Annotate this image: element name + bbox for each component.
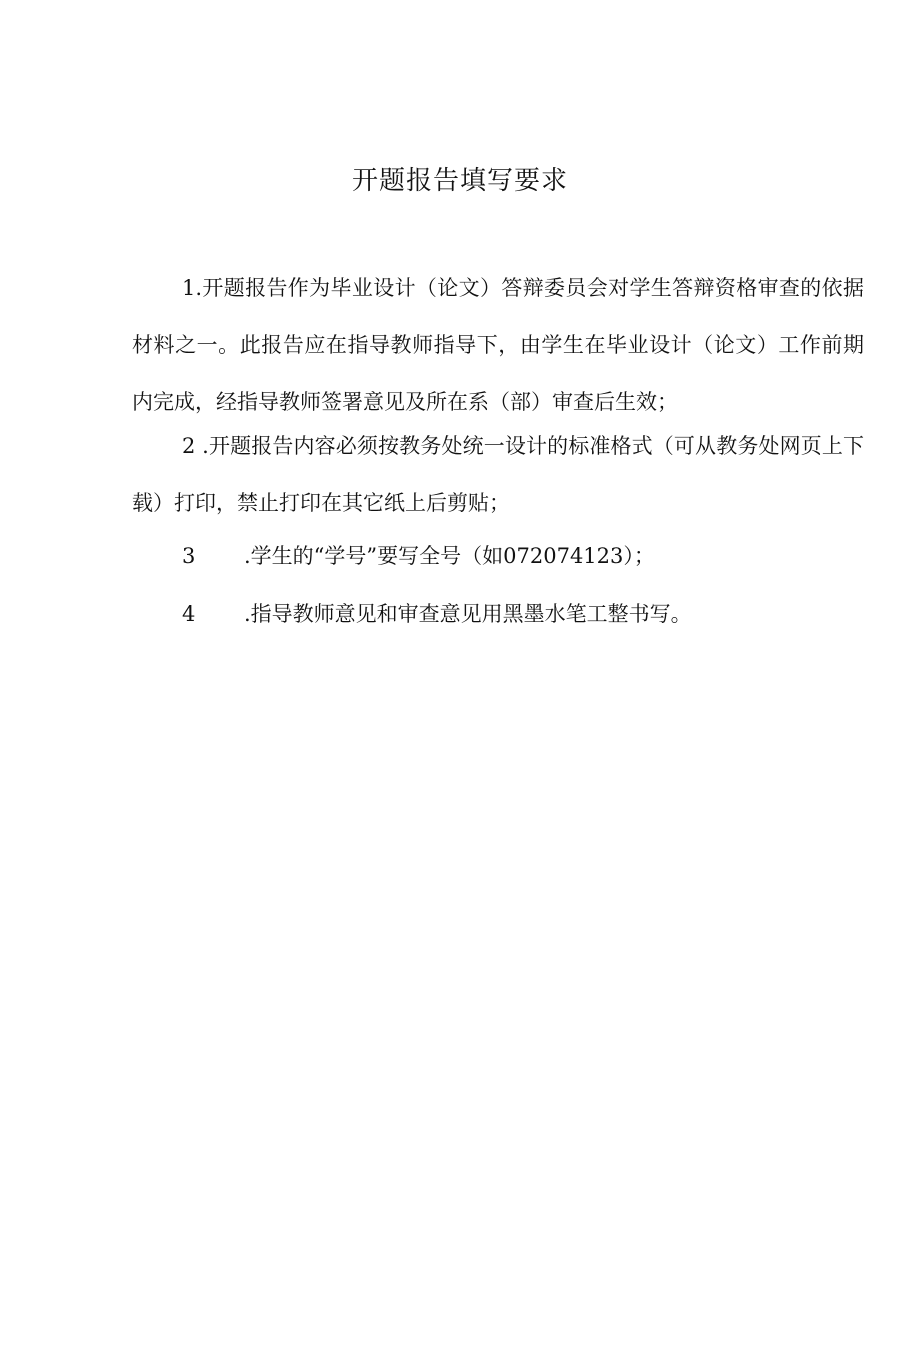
item-number: 4 <box>182 602 196 626</box>
item-number: 3 <box>182 544 196 568</box>
item-text: .指导教师意见和审查意见用黑墨水笔工整书写。 <box>244 602 692 626</box>
requirement-paragraph-2: 2 .开题报告内容必须按教务处统一设计的标准格式（可从教务处网页上下载）打印，禁止打印在其它纸上后剪贴； <box>132 434 864 515</box>
item-text: .学生的“学号”要写全号（如072074123）； <box>244 544 655 568</box>
requirement-item-4 <box>182 586 864 643</box>
requirement-paragraph-1: 1.开题报告作为毕业设计（论文）答辩委员会对学生答辩资格审查的依据材料之一。此报告应在指导教师指导下，由学生在毕业设计（论文）工作前期内完成，经指导教师签署意见及所在系（部）审查后生效； <box>132 276 864 414</box>
document-title: 开题报告填写要求 <box>351 166 568 196</box>
requirement-item-3 <box>182 528 864 585</box>
